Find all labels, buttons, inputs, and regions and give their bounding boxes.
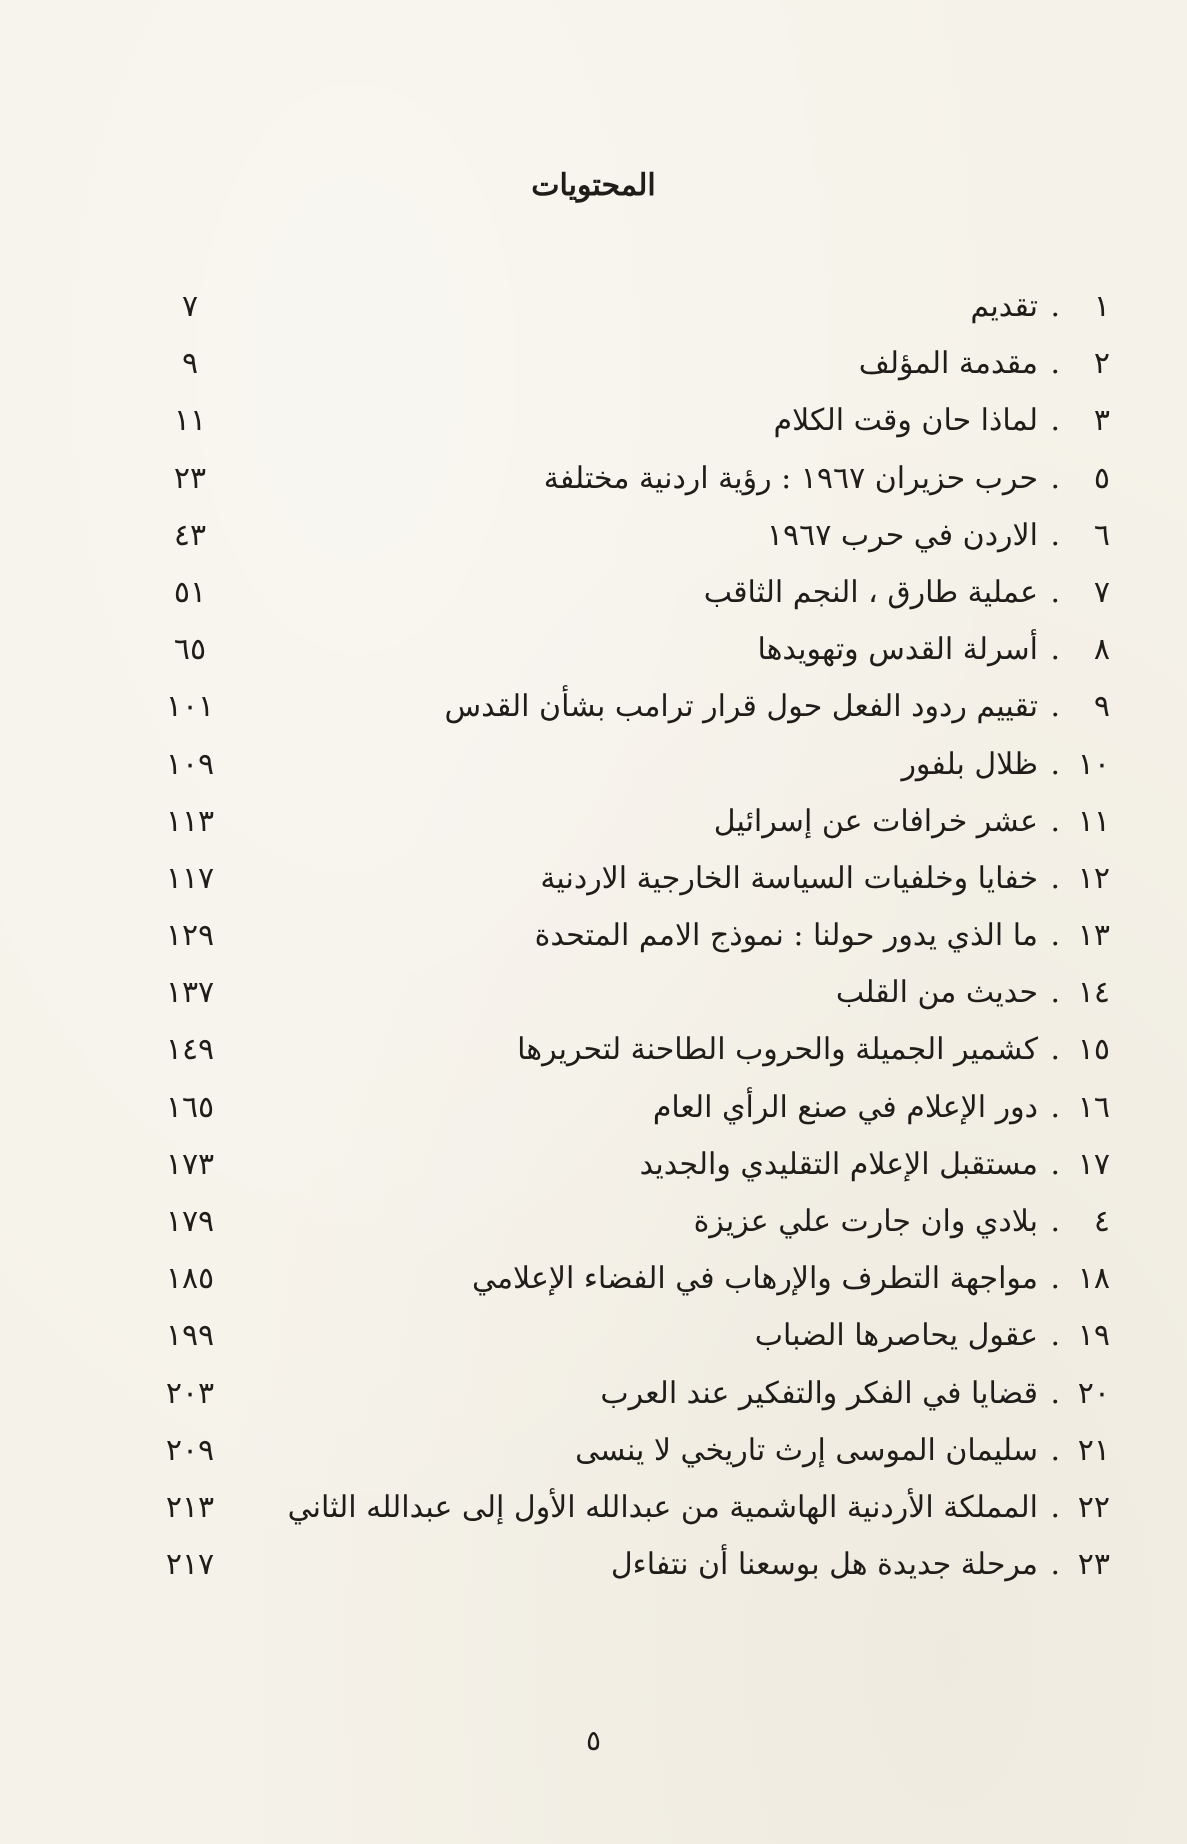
toc-entry-separator: .	[1050, 918, 1060, 954]
toc-entry-page: ١٤٩	[165, 1032, 215, 1068]
toc-entry-separator: .	[1050, 574, 1060, 610]
toc-entry-separator: .	[1050, 1432, 1060, 1468]
toc-entry	[150, 1484, 1110, 1541]
toc-entry-number: ٨	[1093, 632, 1110, 668]
toc-entry-title: سليمان الموسى إرث تاريخي لا ينسى	[575, 1432, 1038, 1468]
toc-entry-number: ١٦	[1077, 1089, 1110, 1125]
toc-entry	[150, 683, 1110, 740]
toc-entry-separator: .	[1050, 346, 1060, 382]
toc-entry-number: ٧	[1093, 574, 1110, 610]
toc-entry-title: بلادي وان جارت علي عزيزة	[693, 1204, 1038, 1239]
toc-entry-number: ٥	[1093, 460, 1110, 496]
toc-entry-number: ٢	[1093, 346, 1110, 382]
toc-entry-separator: .	[1050, 1032, 1060, 1068]
toc-entry	[150, 741, 1110, 798]
toc-entry-title: عقول يحاصرها الضباب	[754, 1318, 1038, 1354]
toc-entry-title: حرب حزيران ١٩٦٧ : رؤية اردنية مختلفة	[543, 460, 1038, 496]
toc-entry-number: ١٣	[1077, 918, 1110, 954]
toc-entry	[150, 1255, 1110, 1312]
toc-entry-number: ١٩	[1077, 1318, 1110, 1354]
toc-entry-page: ٧	[181, 289, 199, 324]
toc-entry-title: أسرلة القدس وتهويدها	[757, 632, 1038, 668]
toc-entry-page: ١٩٩	[165, 1318, 215, 1354]
toc-entry-separator: .	[1050, 1489, 1060, 1525]
page-number: ٥	[585, 1724, 602, 1757]
toc-entry-title: تقييم ردود الفعل حول قرار ترامب بشأن القدس	[444, 689, 1038, 725]
toc-entry-title: عملية طارق ، النجم الثاقب	[703, 574, 1038, 610]
toc-entry-number: ١٧	[1077, 1146, 1110, 1182]
toc-entry-number: ٦	[1093, 517, 1110, 553]
toc-entry	[150, 1084, 1110, 1141]
toc-entry-page: ١٠١	[165, 689, 215, 725]
toc-entry-page: ٢١٣	[165, 1489, 215, 1525]
toc-entry-title: حديث من القلب	[835, 975, 1038, 1011]
toc-entry-separator: .	[1050, 1089, 1060, 1125]
toc-entry-title: تقديم	[970, 289, 1038, 324]
toc-entry-number: ٢٣	[1077, 1547, 1110, 1583]
toc-entry-page: ٥١	[173, 574, 207, 610]
page-title: المحتويات	[531, 168, 656, 203]
toc-entry-page: ١٨٥	[165, 1261, 215, 1297]
toc-entry-separator: .	[1050, 289, 1060, 324]
toc-entry-title: الاردن في حرب ١٩٦٧	[766, 517, 1038, 553]
toc-entry-title: عشر خرافات عن إسرائيل	[713, 803, 1038, 839]
toc-entry-page: ٢٣	[173, 460, 207, 496]
toc-entry-page: ١٠٩	[165, 746, 215, 782]
toc-entry-title: مقدمة المؤلف	[858, 346, 1038, 382]
toc-entry-separator: .	[1050, 1261, 1060, 1297]
toc-entry	[150, 969, 1110, 1026]
toc-entry-title: كشمير الجميلة والحروب الطاحنة لتحريرها	[517, 1032, 1038, 1068]
toc-entry	[150, 455, 1110, 512]
toc-entry-number: ٢١	[1077, 1432, 1110, 1468]
toc-entry-number: ١	[1093, 289, 1110, 324]
toc-entry	[150, 1427, 1110, 1484]
toc-entry-separator: .	[1050, 860, 1060, 896]
toc-entry-number: ٩	[1093, 689, 1110, 725]
toc-entry-page: ٢١٧	[165, 1547, 215, 1583]
toc-entry-title: المملكة الأردنية الهاشمية من عبدالله الأول إلى عبدالله الثاني	[287, 1489, 1038, 1525]
toc-entry-title: ظلال بلفور	[901, 746, 1038, 782]
toc-entry	[150, 1312, 1110, 1369]
toc-entry-separator: .	[1050, 689, 1060, 725]
toc-entry	[150, 1541, 1110, 1598]
toc-entry-separator: .	[1050, 632, 1060, 668]
toc-entry-number: ١٤	[1077, 975, 1110, 1011]
toc-entry-separator: .	[1050, 403, 1060, 439]
toc-entry-separator: .	[1050, 1375, 1060, 1411]
toc-entry-separator: .	[1050, 1318, 1060, 1354]
toc-entry-page: ٤٣	[173, 517, 207, 553]
toc-entry	[150, 512, 1110, 569]
toc-entry-number: ١١	[1077, 803, 1110, 839]
toc-entry-separator: .	[1050, 1146, 1060, 1182]
toc-entry-page: ٦٥	[173, 632, 207, 668]
toc-entry-title: مستقبل الإعلام التقليدي والجديد	[639, 1146, 1038, 1182]
toc-entry-number: ١٨	[1077, 1261, 1110, 1297]
toc-entry	[150, 855, 1110, 912]
toc-entry-separator: .	[1050, 975, 1060, 1011]
toc-entry-title: قضايا في الفكر والتفكير عند العرب	[600, 1375, 1038, 1411]
toc-entry-page: ١٣٧	[165, 975, 215, 1011]
toc-entry-page: ١١٧	[165, 860, 215, 896]
toc-entry-page: ١١	[173, 403, 207, 439]
toc-entry-page: ٢٠٩	[165, 1432, 215, 1468]
toc-entry	[150, 340, 1110, 397]
toc-entry	[150, 1026, 1110, 1083]
toc-entry-separator: .	[1050, 746, 1060, 782]
toc-entry-page: ١٧٣	[165, 1146, 215, 1182]
toc-entry-separator: .	[1050, 1204, 1060, 1239]
toc-entry-separator: .	[1050, 803, 1060, 839]
toc-entry-title: لماذا حان وقت الكلام	[773, 403, 1038, 439]
toc-entry	[150, 798, 1110, 855]
table-of-contents	[150, 283, 1110, 1598]
toc-entry-title: خفايا وخلفيات السياسة الخارجية الاردنية	[540, 860, 1038, 896]
toc-entry	[150, 569, 1110, 626]
toc-entry-number: ١٠	[1077, 746, 1110, 782]
toc-entry-title: مرحلة جديدة هل بوسعنا أن نتفاءل	[610, 1547, 1038, 1583]
toc-entry-number: ٣	[1093, 403, 1110, 439]
toc-entry	[150, 626, 1110, 683]
toc-entry-page: ٩	[181, 346, 199, 382]
toc-entry	[150, 283, 1110, 340]
toc-entry-separator: .	[1050, 460, 1060, 496]
toc-entry-title: ما الذي يدور حولنا : نموذج الامم المتحدة	[534, 918, 1038, 954]
toc-entry	[150, 1198, 1110, 1255]
toc-entry-number: ٢٠	[1077, 1375, 1110, 1411]
toc-entry-separator: .	[1050, 517, 1060, 553]
toc-entry-number: ٤	[1093, 1204, 1110, 1239]
toc-entry-page: ١٧٩	[165, 1204, 215, 1239]
toc-entry-page: ١٦٥	[165, 1089, 215, 1125]
toc-entry-title: مواجهة التطرف والإرهاب في الفضاء الإعلامي	[471, 1261, 1038, 1297]
toc-entry	[150, 1370, 1110, 1427]
toc-entry-number: ١٢	[1077, 860, 1110, 896]
toc-entry	[150, 1141, 1110, 1198]
toc-entry-number: ٢٢	[1077, 1489, 1110, 1525]
toc-entry-number: ١٥	[1077, 1032, 1110, 1068]
toc-entry-page: ١١٣	[165, 803, 215, 839]
toc-entry	[150, 912, 1110, 969]
toc-entry-title: دور الإعلام في صنع الرأي العام	[652, 1089, 1038, 1125]
toc-entry	[150, 397, 1110, 454]
toc-entry-page: ٢٠٣	[165, 1375, 215, 1411]
toc-entry-page: ١٢٩	[165, 918, 215, 954]
toc-entry-separator: .	[1050, 1547, 1060, 1583]
